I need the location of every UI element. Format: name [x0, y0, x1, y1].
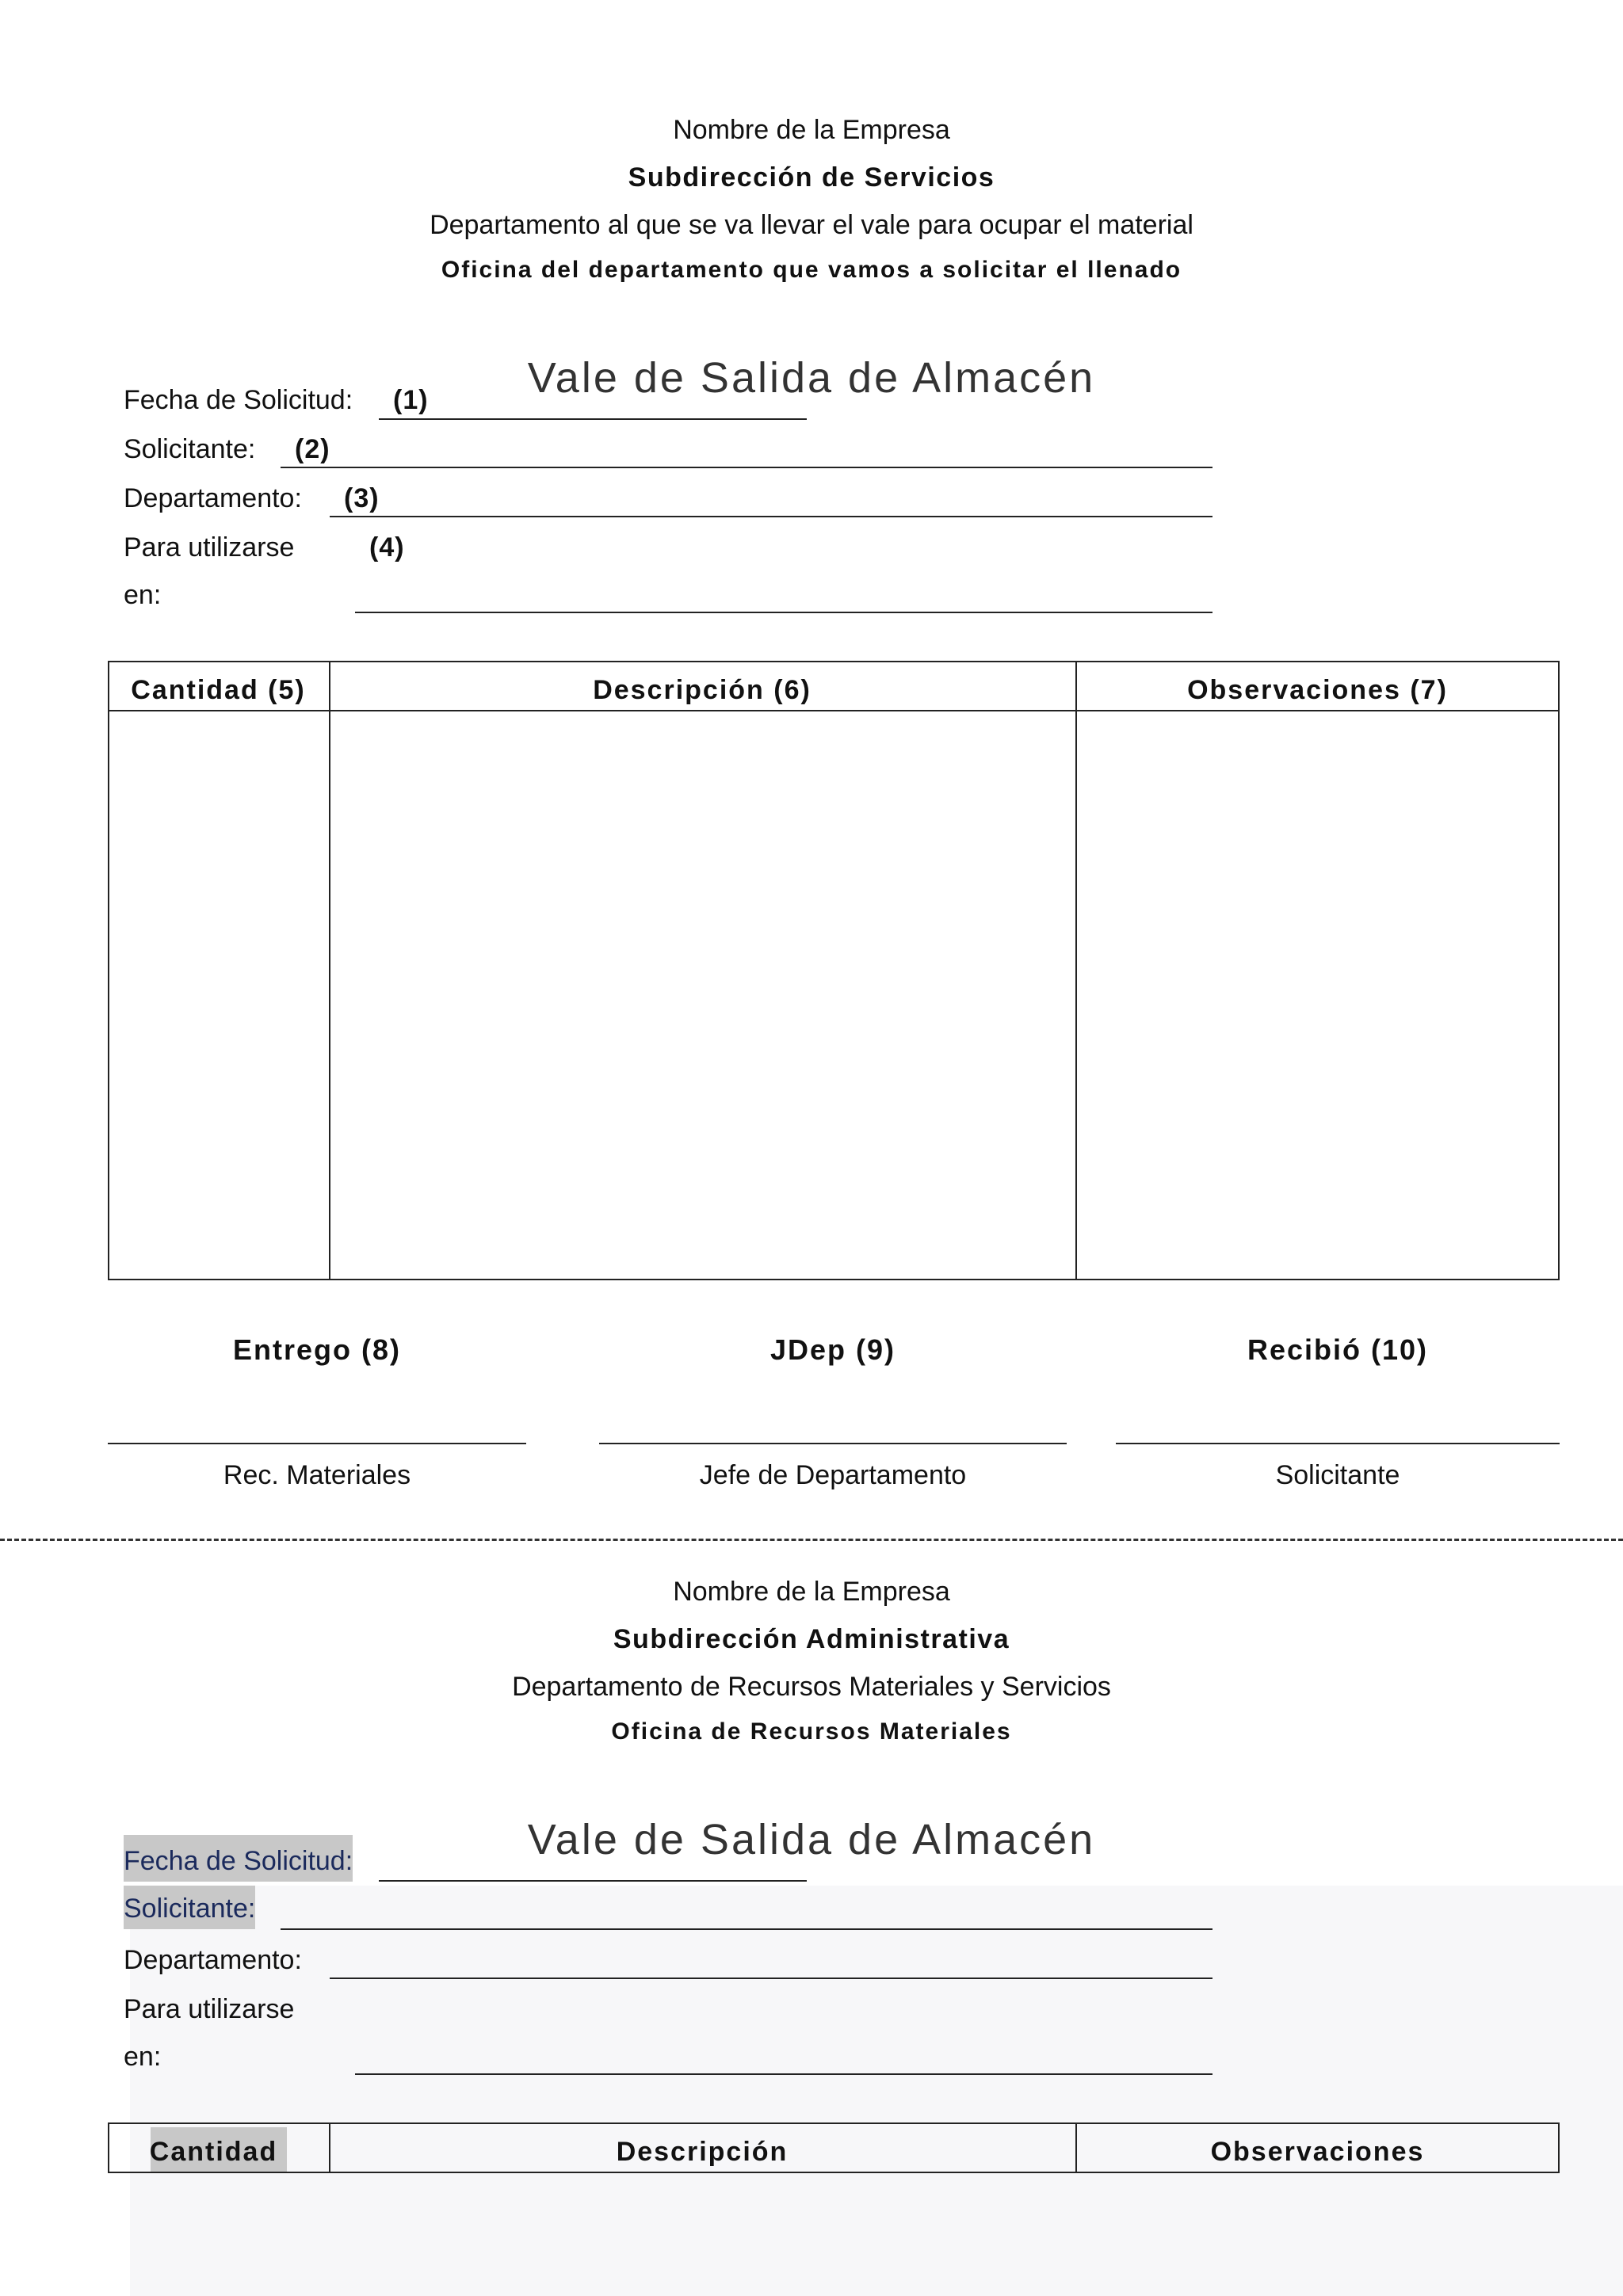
cut-line-divider — [0, 1539, 1623, 1541]
sig-recibio-line[interactable] — [1116, 1443, 1560, 1444]
solicitante-label: Solicitante: — [124, 434, 256, 464]
office-line: Oficina del departamento que vamos a solicitar el llenado — [441, 257, 1182, 283]
fecha-marker: (1) — [393, 385, 429, 415]
sig-entrego-head: Entrego (8) — [232, 1333, 401, 1366]
sig-jdep-line[interactable] — [599, 1443, 1067, 1444]
col-descripcion: Descripción (6) — [593, 675, 812, 705]
subdirection-title-2: Subdirección Administrativa — [613, 1624, 1010, 1654]
fecha-field-line[interactable] — [379, 418, 807, 420]
para-utilizarse-label: Para utilizarse — [124, 532, 295, 563]
voucher-title-text: Vale de Salida de Almacén — [527, 354, 1096, 402]
voucher-title-text-2: Vale de Salida de Almacén — [527, 1816, 1096, 1863]
cantidad-cell[interactable] — [109, 711, 328, 1279]
col-descripcion-2: Descripción — [616, 2137, 789, 2167]
departamento-label: Departamento: — [124, 483, 302, 513]
departamento-label-2: Departamento: — [124, 1945, 302, 1975]
col-cantidad: Cantidad (5) — [131, 675, 306, 705]
department-line: Departamento al que se va llevar el vale para ocupar el material — [430, 210, 1193, 240]
solicitante-label-2: Solicitante: — [124, 1886, 255, 1929]
selection-shade — [130, 1886, 1623, 2296]
office-line-2: Oficina de Recursos Materiales — [611, 1718, 1012, 1745]
para-utilizarse-marker: (4) — [369, 532, 405, 563]
para-utilizarse-label-en: en: — [124, 580, 162, 610]
para-utilizarse-label-2: Para utilizarse — [124, 1994, 295, 2024]
departamento-field-line-2[interactable] — [330, 1978, 1212, 1979]
company-name-2: Nombre de la Empresa — [673, 1577, 950, 1607]
sig-recibio-head: Recibió (10) — [1247, 1333, 1429, 1366]
fecha-label: Fecha de Solicitud: — [124, 385, 353, 415]
descripcion-cell[interactable] — [330, 711, 1075, 1279]
sig-entrego-line[interactable] — [108, 1443, 526, 1444]
solicitante-marker: (2) — [295, 434, 330, 464]
col-observaciones-2: Observaciones — [1210, 2137, 1425, 2167]
solicitante-field-line[interactable] — [281, 467, 1212, 468]
departamento-marker: (3) — [344, 483, 380, 513]
department-line-2: Departamento de Recursos Materiales y Servicios — [512, 1672, 1111, 1702]
departamento-field-line[interactable] — [330, 516, 1212, 517]
sig-jdep-sub: Jefe de Departamento — [699, 1460, 967, 1490]
para-utilizarse-label-en-2: en: — [124, 2042, 162, 2072]
observaciones-cell[interactable] — [1077, 711, 1558, 1279]
sig-recibio-sub: Solicitante — [1275, 1460, 1400, 1490]
para-utilizarse-field-line[interactable] — [355, 612, 1212, 613]
sig-entrego-sub: Rec. Materiales — [223, 1460, 411, 1490]
fecha-field-line-2[interactable] — [379, 1880, 807, 1882]
company-name: Nombre de la Empresa — [673, 115, 950, 145]
solicitante-field-line-2[interactable] — [281, 1928, 1212, 1930]
fecha-label-2: Fecha de Solicitud: — [124, 1835, 353, 1882]
para-utilizarse-field-line-2[interactable] — [355, 2073, 1212, 2075]
sig-jdep-head: JDep (9) — [769, 1333, 896, 1366]
col-cantidad-2: Cantidad — [149, 2137, 278, 2167]
subdirection-title: Subdirección de Servicios — [628, 162, 995, 193]
col-observaciones: Observaciones (7) — [1187, 675, 1448, 705]
